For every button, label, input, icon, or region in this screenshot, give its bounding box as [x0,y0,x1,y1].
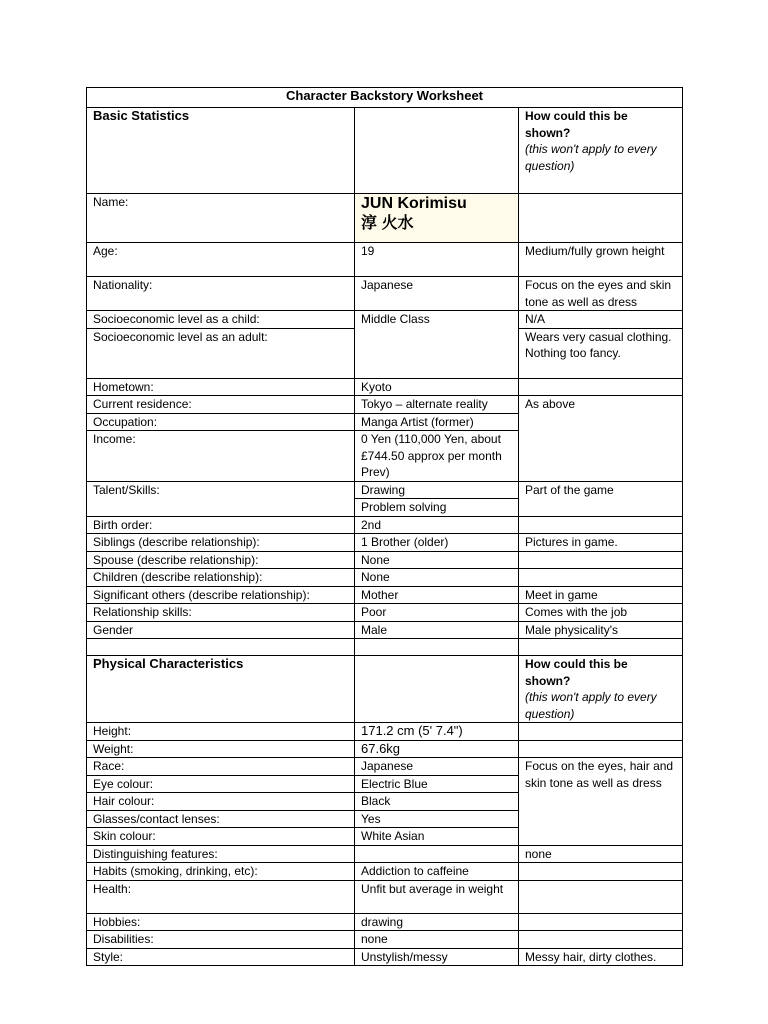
character-name: JUN Korimisu [361,195,467,212]
row-label: Height: [87,723,355,741]
row-value: Drawing [355,481,519,499]
row-how: Pictures in game. [519,534,683,552]
row-value: Addiction to caffeine [355,863,519,881]
row-value: Yes [355,810,519,828]
row-value: Unfit but average in weight [355,880,519,913]
table-row [87,481,683,499]
row-label: Hometown: [87,378,355,396]
row-how: Male physicality's [519,621,683,639]
table-row [87,863,683,881]
row-value: Middle Class [355,311,519,379]
table-row [87,931,683,949]
row-value: Manga Artist (former) [355,413,519,431]
basic-how-header [519,108,683,194]
row-value: Male [355,621,519,639]
row-label: Talent/Skills: [87,481,355,516]
row-how: Medium/fully grown height [519,243,683,277]
row-label: Socioeconomic level as an adult: [87,328,355,378]
row-label: Significant others (describe relationship): [87,586,355,604]
row-label: Glasses/contact lenses: [87,810,355,828]
table-row [87,551,683,569]
row-label: Birth order: [87,516,355,534]
row-value: Poor [355,604,519,622]
row-label: Race: [87,758,355,776]
row-value: None [355,569,519,587]
row-value: Kyoto [355,378,519,396]
row-how: none [519,845,683,863]
row-label: Eye colour: [87,775,355,793]
row-label: Name: [87,194,355,243]
table-row [87,586,683,604]
table-row [87,948,683,966]
row-how: N/A [519,311,683,329]
spacer-row [87,639,683,656]
row-how [519,913,683,931]
physical-header-row [87,656,683,723]
table-row [87,243,683,277]
table-row [87,378,683,396]
physical-how-header [519,656,683,723]
row-label: Habits (smoking, drinking, etc): [87,863,355,881]
table-row [87,569,683,587]
row-value: Mother [355,586,519,604]
row-label: Distinguishing features: [87,845,355,863]
row-value: 67.6kg [355,740,519,758]
row-value: drawing [355,913,519,931]
worksheet-title: Character Backstory Worksheet [87,88,683,108]
row-label: Skin colour: [87,828,355,846]
row-how [519,723,683,741]
row-how [519,863,683,881]
row-how [519,880,683,913]
row-how [519,569,683,587]
table-row [87,194,683,243]
row-label: Disabilities: [87,931,355,949]
table-row [87,396,683,414]
table-row [87,621,683,639]
row-label: Hobbies: [87,913,355,931]
row-how: Focus on the eyes and skin tone as well as dress [519,277,683,311]
character-name-kanji: 淳 火水 [361,215,414,232]
row-how: As above [519,396,683,482]
row-value: White Asian [355,828,519,846]
row-value: 171.2 cm (5' 7.4") [355,723,519,741]
row-label: Socioeconomic level as a child: [87,311,355,329]
row-value: 2nd [355,516,519,534]
table-row [87,311,683,329]
how-note: (this won't apply to every question) [525,690,657,721]
spacer-cell [519,639,683,656]
physical-heading: Physical Characteristics [87,656,355,723]
row-label: Spouse (describe relationship): [87,551,355,569]
row-value: Problem solving [355,499,519,517]
table-row [87,516,683,534]
row-label: Age: [87,243,355,277]
table-row [87,534,683,552]
physical-header-blank [355,656,519,723]
row-label: Gender [87,621,355,639]
row-label: Weight: [87,740,355,758]
row-how: Meet in game [519,586,683,604]
row-value: Japanese [355,277,519,311]
row-how: Messy hair, dirty clothes. [519,948,683,966]
table-row [87,604,683,622]
row-how [519,378,683,396]
row-how [519,740,683,758]
table-row [87,845,683,863]
title-row [87,88,683,108]
row-value: 19 [355,243,519,277]
spacer-cell [87,639,355,656]
table-row [87,277,683,311]
row-value: Unstylish/messy [355,948,519,966]
row-how: Focus on the eyes, hair and skin tone as well as dress [519,758,683,846]
row-how: Part of the game [519,481,683,516]
row-how: Comes with the job [519,604,683,622]
row-label: Style: [87,948,355,966]
how-note: (this won't apply to every question) [525,142,657,173]
row-how [519,931,683,949]
row-value: 0 Yen (110,000 Yen, about £744.50 approx per month Prev) [355,431,519,482]
how-question: How could this be shown? [525,109,628,140]
table-row [87,758,683,776]
row-value: Tokyo – alternate reality [355,396,519,414]
row-label: Relationship skills: [87,604,355,622]
character-name-cell [355,194,519,243]
row-value [355,845,519,863]
row-value: Black [355,793,519,811]
table-row [87,740,683,758]
table-row [87,723,683,741]
row-label: Children (describe relationship): [87,569,355,587]
how-question: How could this be shown? [525,657,628,688]
row-label: Hair colour: [87,793,355,811]
row-value: Electric Blue [355,775,519,793]
row-label: Occupation: [87,413,355,431]
backstory-table [86,87,683,966]
table-row [87,913,683,931]
row-how [519,551,683,569]
row-value: 1 Brother (older) [355,534,519,552]
row-value: none [355,931,519,949]
row-label: Income: [87,431,355,482]
row-label: Nationality: [87,277,355,311]
row-label: Health: [87,880,355,913]
basic-header-blank [355,108,519,194]
row-label: Current residence: [87,396,355,414]
row-value: Japanese [355,758,519,776]
row-how [519,516,683,534]
row-label: Siblings (describe relationship): [87,534,355,552]
table-row [87,880,683,913]
row-how: Wears very casual clothing. Nothing too fancy. [519,328,683,378]
spacer-cell [355,639,519,656]
row-value: None [355,551,519,569]
basic-header-row [87,108,683,194]
row-how [519,194,683,243]
basic-heading: Basic Statistics [87,108,355,194]
